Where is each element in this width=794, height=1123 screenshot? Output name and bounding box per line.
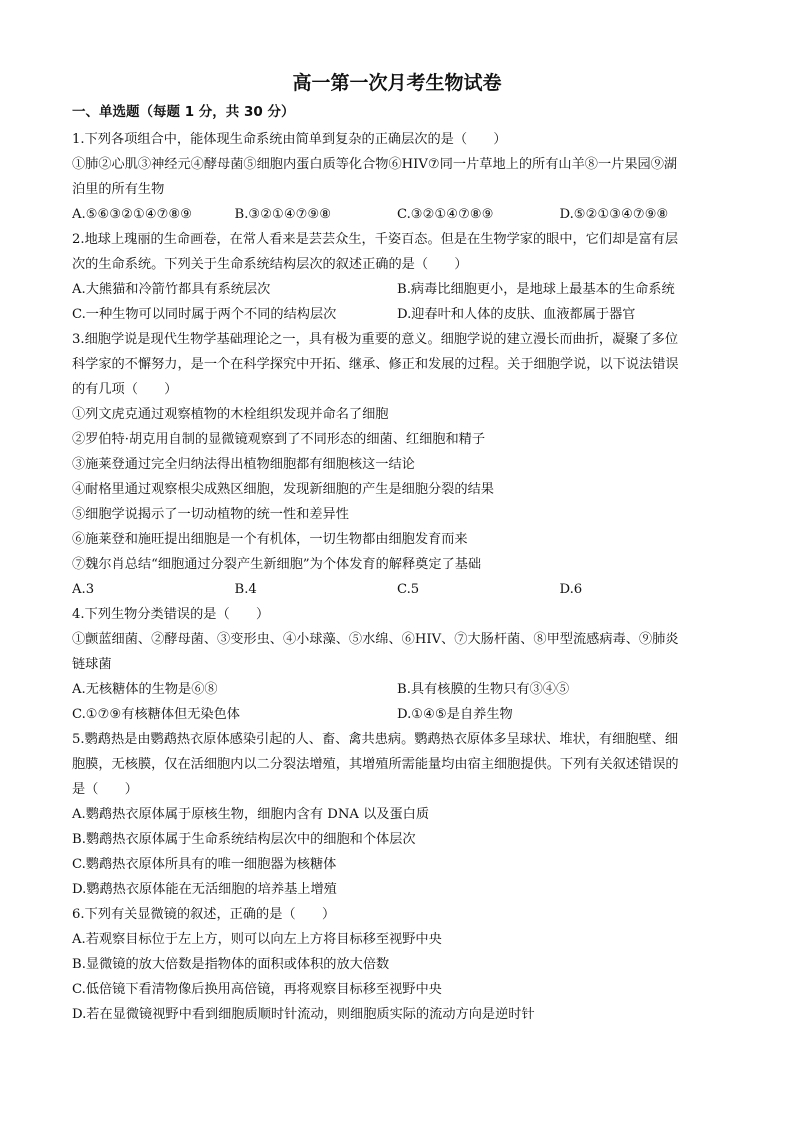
options-row xyxy=(72,277,722,302)
option-b: B.鹦鹉热衣原体属于生命系统结构层次中的细胞和个体层次 xyxy=(72,832,416,847)
statement-item: ⑥施莱登和施旺提出细胞是一个有机体，一切生物都由细胞发育而来 xyxy=(72,532,468,547)
option-b: B.③②①④⑦⑨⑧ xyxy=(234,207,332,222)
question-4 xyxy=(72,602,722,727)
option-a: A.若观察目标位于左上方，则可以向左上方将目标移至视野中央 xyxy=(72,932,442,947)
option-b: B.显微镜的放大倍数是指物体的面积或体积的放大倍数 xyxy=(72,957,390,972)
question-text: ①颤蓝细菌、②酵母菌、③变形虫、④小球藻、⑤水绵、⑥HIV、⑦大肠杆菌、⑧甲型流感病毒、⑨肺炎 xyxy=(72,632,679,647)
options-row xyxy=(72,302,722,327)
statement-item: ②罗伯特·胡克用自制的显微镜观察到了不同形态的细菌、红细胞和精子 xyxy=(72,432,486,447)
option-a: A.大熊猫和冷箭竹都具有系统层次 xyxy=(72,282,271,297)
option-d: D.6 xyxy=(559,582,583,597)
question-stem: 2.地球上瑰丽的生命画卷，在常人看来是芸芸众生，千姿百态。但是在生物学家的眼中，它们却是富有层 xyxy=(72,232,679,247)
option-a: A.3 xyxy=(72,582,95,597)
option-d: D.①④⑤是自养生物 xyxy=(397,707,513,722)
question-stem: 胞膜，无核膜，仅在活细胞内以二分裂法增殖，其增殖所需能量均由宿主细胞提供。下列有关叙述错误的 xyxy=(72,757,679,772)
option-a: A.⑤⑥③②①④⑦⑧⑨ xyxy=(72,207,193,222)
statement-item: ⑦魏尔肖总结“细胞通过分裂产生新细胞”为个体发育的解释奠定了基础 xyxy=(72,557,482,572)
option-c: C.一种生物可以同时属于两个不同的结构层次 xyxy=(72,307,337,322)
section-heading: 一、单选题（每题 1 分，共 30 分） xyxy=(72,104,295,120)
options-row xyxy=(72,677,722,702)
question-3 xyxy=(72,327,722,602)
question-stem: 1.下列各项组合中，能体现生命系统由简单到复杂的正确层次的是（ ） xyxy=(72,132,507,147)
option-c: C.鹦鹉热衣原体所具有的唯一细胞器为核糖体 xyxy=(72,857,337,872)
option-b: B.4 xyxy=(234,582,257,597)
question-text: 泊里的所有生物 xyxy=(72,182,165,197)
question-text: ①肺②心肌③神经元④酵母菌⑤细胞内蛋白质等化合物⑥HIV⑦同一片草地上的所有山羊⑧一片果园⑨湖 xyxy=(72,157,678,172)
statement-item: ④耐格里通过观察根尖成熟区细胞，发现新细胞的产生是细胞分裂的结果 xyxy=(72,482,494,497)
question-2 xyxy=(72,227,722,327)
question-1 xyxy=(72,127,722,227)
statement-item: ③施莱登通过完全归纳法得出植物细胞都有细胞核这一结论 xyxy=(72,457,415,472)
question-stem: 科学家的不懈努力，是一个在科学探究中开拓、继承、修正和发展的过程。关于细胞学说，以下说法错误 xyxy=(72,357,679,372)
statement-item: ⑤细胞学说揭示了一切动植物的统一性和差异性 xyxy=(72,507,349,522)
option-d: D.⑤②①③④⑦⑨⑧ xyxy=(559,207,669,222)
option-c: C.5 xyxy=(397,582,420,597)
question-5 xyxy=(72,727,722,902)
question-stem: 5.鹦鹉热是由鹦鹉热衣原体感染引起的人、畜、禽共患病。鹦鹉热衣原体多呈球状、堆状，有细胞壁、细 xyxy=(72,732,679,747)
option-c: C.③②①④⑦⑧⑨ xyxy=(397,207,494,222)
option-d: D.鹦鹉热衣原体能在无活细胞的培养基上增殖 xyxy=(72,882,337,897)
exam-title: 高一第一次月考生物试卷 xyxy=(292,72,502,94)
question-stem: 是（ ） xyxy=(72,782,138,797)
options-row xyxy=(72,702,722,727)
option-b: B.具有核膜的生物只有③④⑤ xyxy=(397,682,570,697)
option-c: C.低倍镜下看清物像后换用高倍镜，再将观察目标移至视野中央 xyxy=(72,982,442,997)
exam-page xyxy=(72,70,722,1027)
question-text: 链球菌 xyxy=(72,657,112,672)
options-row xyxy=(72,577,722,602)
options-row xyxy=(72,202,722,227)
statement-item: ①列文虎克通过观察植物的木栓组织发现并命名了细胞 xyxy=(72,407,389,422)
question-stem: 6.下列有关显微镜的叙述，正确的是（ ） xyxy=(72,907,336,922)
option-a: A.无核糖体的生物是⑥⑧ xyxy=(72,682,218,697)
question-stem: 3.细胞学说是现代生物学基础理论之一，具有极为重要的意义。细胞学说的建立漫长而曲折，凝聚了多位 xyxy=(72,332,679,347)
question-stem: 次的生命系统。下列关于生命系统结构层次的叙述正确的是（ ） xyxy=(72,257,468,272)
option-d: D.迎春叶和人体的皮肤、血液都属于器官 xyxy=(397,307,636,322)
question-6 xyxy=(72,902,722,1027)
question-stem: 的有几项（ ） xyxy=(72,382,178,397)
option-c: C.①⑦⑨有核糖体但无染色体 xyxy=(72,707,240,722)
option-a: A.鹦鹉热衣原体属于原核生物，细胞内含有 DNA 以及蛋白质 xyxy=(72,807,430,822)
question-stem: 4.下列生物分类错误的是（ ） xyxy=(72,607,270,622)
option-b: B.病毒比细胞更小，是地球上最基本的生命系统 xyxy=(397,282,675,297)
option-d: D.若在显微镜视野中看到细胞质顺时针流动，则细胞质实际的流动方向是逆时针 xyxy=(72,1007,535,1022)
